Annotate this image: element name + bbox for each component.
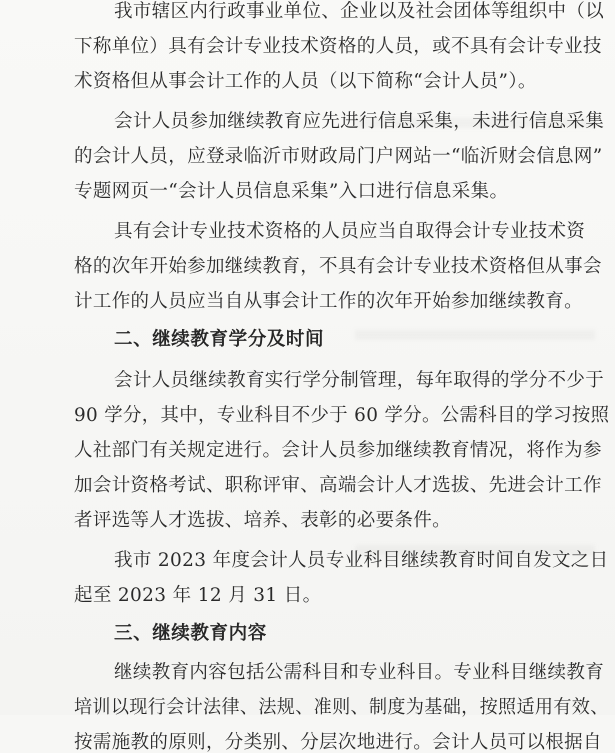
paragraph-line: 我市 2023 年度会计人员专业科目继续教育时间自发文之日 — [114, 550, 609, 571]
paragraph-line: 下称单位）具有会计专业技术资格的人员，或不具有会计专业技 — [74, 36, 602, 57]
paragraph-line: 会计人员参加继续教育应先进行信息采集，未进行信息采集 — [114, 111, 605, 132]
paragraph-line: 继续教育内容包括公需科目和专业科目。专业科目继续教育 — [114, 662, 605, 683]
paragraph-line: 具有会计专业技术资格的人员应当自取得会计专业技术资 — [114, 221, 586, 242]
paragraph-line: 起至 2023 年 12 月 31 日。 — [74, 585, 322, 606]
paragraph-line: 90 学分，其中，专业科目不少于 60 学分。公需科目的学习按照 — [74, 405, 610, 426]
paragraph-line: 术资格但从事会计工作的人员（以下简称“会计人员”）。 — [74, 71, 537, 92]
paragraph-line: 者评选等人才选拔、培养、表彰的必要条件。 — [74, 510, 452, 531]
bleed-through-shadow — [355, 330, 595, 340]
paragraph-line: 按需施教的原则，分类别、分层次地进行。会计人员可以根据自 — [74, 732, 602, 753]
paragraph-line: 我市辖区内行政事业单位、企业以及社会团体等组织中（以 — [114, 1, 605, 22]
paragraph-line: 格的次年开始参加继续教育，不具有会计专业技术资格但从事会 — [74, 256, 602, 277]
section-heading: 二、继续教育学分及时间 — [114, 329, 325, 350]
paragraph-line: 专题网页一“会计人员信息采集”入口进行信息采集。 — [74, 181, 509, 202]
section-heading: 三、继续教育内容 — [114, 623, 267, 644]
paragraph-line: 加会计资格考试、职称评审、高端会计人才选拔、先进会计工作 — [74, 475, 602, 496]
paragraph-line: 会计人员继续教育实行学分制管理，每年取得的学分不少于 — [114, 370, 605, 391]
paragraph-line: 人社部门有关规定进行。会计人员参加继续教育情况，将作为参 — [74, 440, 602, 461]
paragraph-line: 计工作的人员应当自从事会计工作的次年开始参加继续教育。 — [74, 291, 583, 312]
paragraph-line: 培训以现行会计法律、法规、准则、制度为基础，按照适用有效、 — [74, 697, 609, 718]
paragraph-line: 的会计人员，应登录临沂市财政局门户网站一“临沂财会信息网” — [74, 146, 603, 167]
